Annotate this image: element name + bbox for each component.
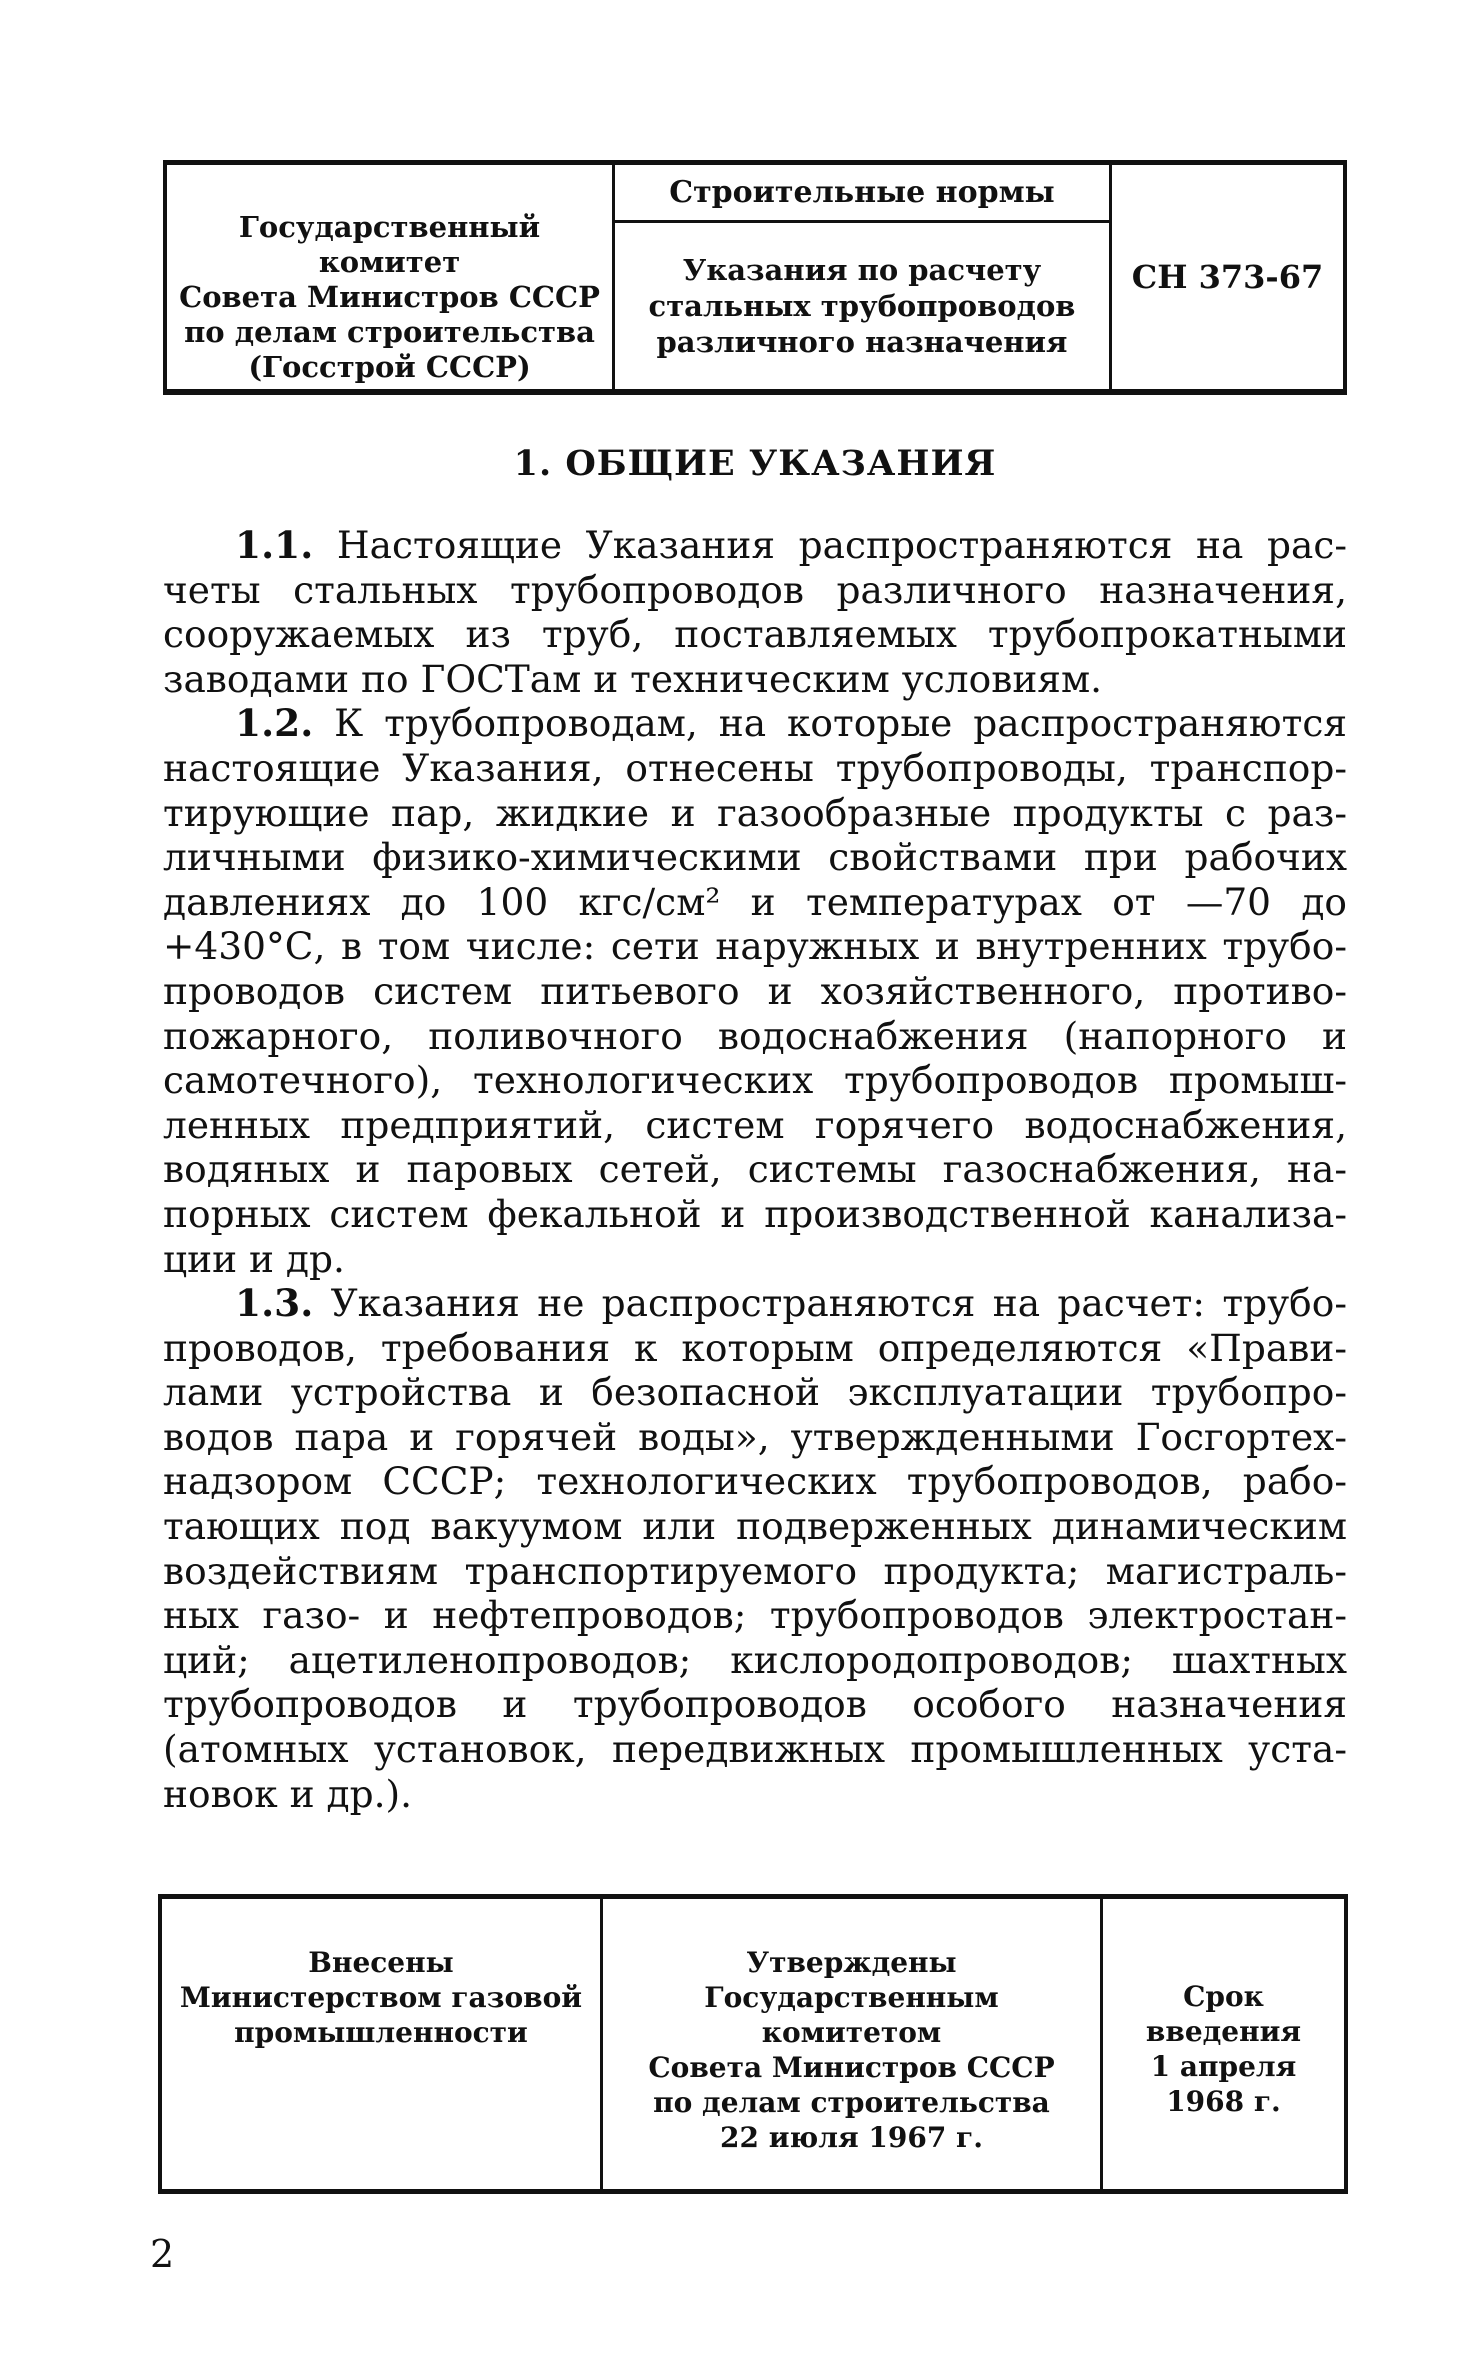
- paragraph-text: К трубопроводам, на которые распространяются настоящие Указания, отнесены трубопроводы, транспортирующие пар, жидкие и газообразные продукты с различными физико-химическими свойствами при рабочих давлениях до 100 кгс/см² и температурах от —70 до +430°С, в том числе: сети наружных и внутренних трубопроводов систем питьевого и хозяйственного, противопожарного, поливочного водоснабжения (напорного и самотечного), технологических трубопроводов промышленных предприятий, систем горячего водоснабжения, водяных и паровых сетей, системы газоснабжения, напорных систем фекальной и производственной канализации и др.: [163, 701, 1347, 1281]
- approved-line: по делам строительства: [653, 2086, 1050, 2119]
- document-code: СН 373-67: [1131, 258, 1324, 296]
- page-number: 2: [150, 2232, 175, 2276]
- effective-line: 1 апреля: [1150, 2050, 1297, 2083]
- effective-line: введения: [1145, 2015, 1302, 2048]
- header-table: [163, 160, 1347, 395]
- title-line: Указания по расчету: [682, 253, 1042, 287]
- body-text: [163, 523, 1347, 1816]
- introduced-line: Внесены: [308, 1946, 454, 1979]
- agency-line: Государственный: [238, 210, 541, 244]
- paragraph-1-3: [163, 1281, 1347, 1816]
- effective-line: Срок: [1183, 1980, 1264, 2013]
- section-title: 1. ОБЩИЕ УКАЗАНИЯ: [513, 443, 997, 484]
- approved-line: Утверждены: [746, 1946, 957, 1979]
- paragraph-number: 1.1.: [235, 523, 314, 567]
- paragraph-number: 1.2.: [235, 701, 314, 746]
- agency-line: комитет: [318, 245, 461, 279]
- effective-line: 1968 г.: [1166, 2085, 1281, 2118]
- effective-date-cell: [1103, 1899, 1344, 2189]
- title-line: стальных трубопроводов: [648, 289, 1076, 323]
- agency-line: Совета Министров СССР: [179, 280, 600, 314]
- introduced-line: промышленности: [234, 2016, 528, 2049]
- introduced-line: Министерством газовой: [179, 1981, 583, 2014]
- paragraph-1-1: [163, 523, 1347, 701]
- agency-cell: [167, 165, 615, 389]
- approved-line: 22 июля 1967 г.: [720, 2121, 983, 2154]
- document-title-cell: [615, 165, 1112, 389]
- approved-line: комитетом: [761, 2016, 942, 2049]
- agency-line: (Госстрой СССР): [248, 350, 531, 384]
- paragraph-text: Указания не распространяются на расчет: трубопроводов, требования к которым определяются «Правилами устройства и безопасной эксплуатации трубопроводов пара и горячей воды», утвержденными Госгортехнадзором СССР; технологических трубопроводов, работающих под вакуумом или подверженных динамическим воздействиям транспортируемого продукта; магистральных газо- и нефтепроводов; трубопроводов электростанций; ацетиленопроводов; кислородопроводов; шахтных трубопроводов и трубопроводов особого назначения (атомных установок, передвижных промышленных установок и др.).: [163, 1281, 1347, 1816]
- title-line: различного назначения: [656, 325, 1068, 359]
- norms-label: Строительные нормы: [615, 165, 1109, 223]
- footer-table: [158, 1894, 1348, 2194]
- paragraph-number: 1.3.: [235, 1281, 314, 1326]
- approved-line: Государственным: [704, 1981, 999, 2014]
- introduced-cell: [162, 1899, 603, 2189]
- approved-cell: [603, 1899, 1103, 2189]
- agency-line: по делам строительства: [184, 315, 595, 349]
- approved-line: Совета Министров СССР: [648, 2051, 1055, 2084]
- paragraph-1-2: [163, 701, 1347, 1281]
- document-title: [615, 223, 1109, 389]
- paragraph-text: Настоящие Указания распространяются на расчеты стальных трубопроводов различного назначения, сооружаемых из труб, поставляемых трубопрокатными заводами по ГОСТам и техническим условиям.: [163, 523, 1347, 701]
